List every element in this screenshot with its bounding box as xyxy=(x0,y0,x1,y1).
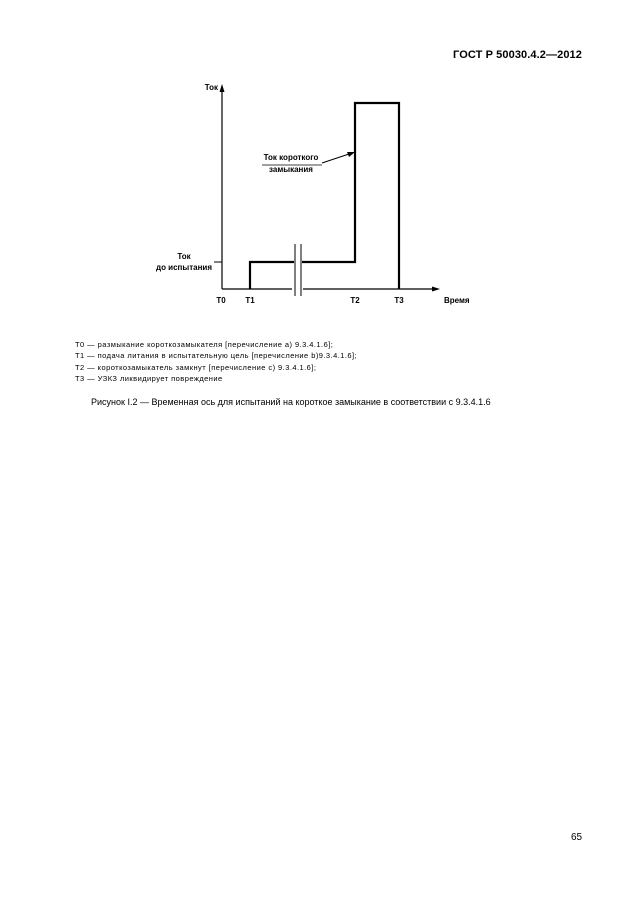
annotation-arrow-head xyxy=(347,152,355,157)
figure-legend xyxy=(75,339,357,384)
tick-label-t3: Т3 xyxy=(394,296,404,305)
tick-label-t1: Т1 xyxy=(245,296,255,305)
short-circuit-label-line2: замыкания xyxy=(269,165,313,174)
figure-caption: Рисунок I.2 — Временная ось для испытаний на короткое замыкание в соответствии с 9.3.4.1.6 xyxy=(91,397,491,407)
short-circuit-label-line1: Ток короткого xyxy=(263,153,319,162)
legend-item-t0: Т0 — размыкание короткозамыкателя [перечисление а) 9.3.4.1.6]; xyxy=(75,340,334,349)
legend-item-t2: Т2 — короткозамыкатель замкнут [перечисление с) 9.3.4.1.6]; xyxy=(75,362,317,372)
pre-test-current-label-line2: до испытания xyxy=(155,263,213,272)
annotation-leader xyxy=(322,154,349,163)
legend-item-t1: Т1 — подача литания в испытательную цель [перечисление b)9.3.4.1.6]; xyxy=(75,351,358,361)
page-number: 65 xyxy=(571,832,583,843)
x-axis-arrow xyxy=(432,287,440,292)
tick-label-t0: Т0 xyxy=(216,296,226,305)
y-axis-label: Ток xyxy=(204,83,218,92)
pre-test-current-label-line1: Ток xyxy=(177,252,191,261)
document-header-standard: ГОСТ Р 50030.4.2—2012 xyxy=(453,49,582,61)
legend-item-t3: Т3 — УЗКЗ ликвидирует повреждение xyxy=(75,373,223,383)
x-axis-label: Время xyxy=(444,296,470,305)
y-axis-arrow xyxy=(220,84,225,92)
current-waveform-pre-test-left xyxy=(250,262,294,289)
tick-label-t2: Т2 xyxy=(350,296,360,305)
timing-diagram xyxy=(0,0,630,330)
current-waveform-short-circuit xyxy=(302,103,399,289)
timing-figure xyxy=(0,0,630,330)
